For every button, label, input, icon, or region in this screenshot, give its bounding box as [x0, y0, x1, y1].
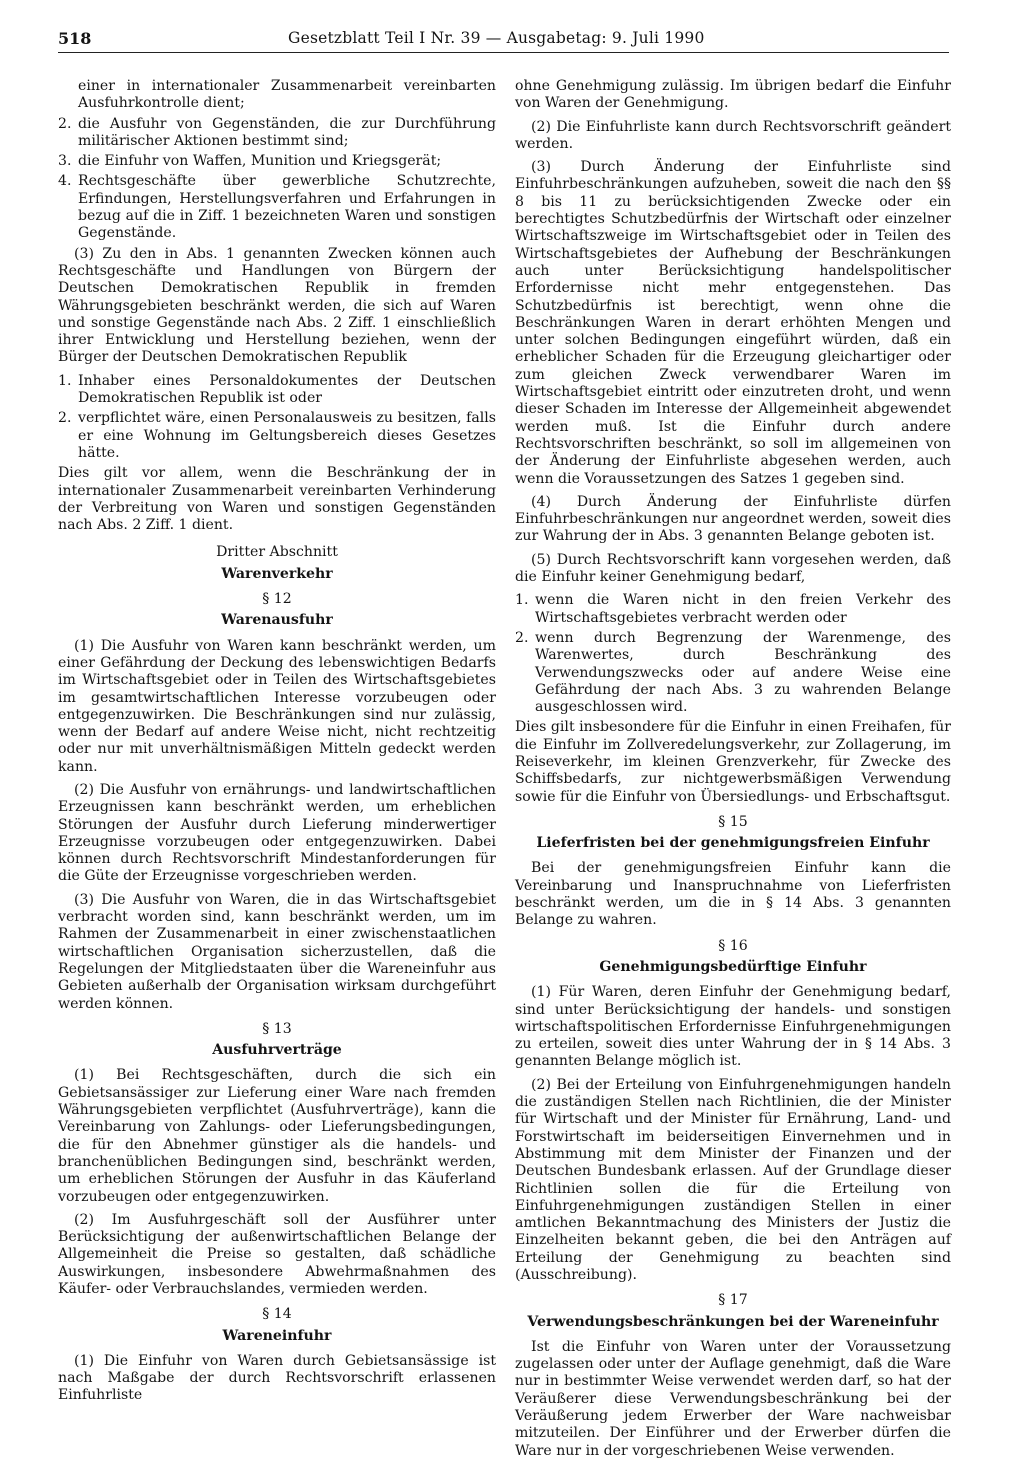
- list-marker: 2.: [58, 115, 72, 132]
- paragraph: (1) Bei Rechtsgeschäften, durch die sich ein Gebietsansässiger zur Lieferung einer Ware nach fremden Währungsgebieten verpflichtet (Ausfuhrverträge), kann die Vereinbarung von Zahlungs- oder Lieferungsbedingungen, die für den Abnehmer günstiger als die handels- und branchenüblichen Bedingungen sind, beschränkt werden, um erheblichen Störungen der Ausfuhr in das Käuferland vorzubeugen oder entgegenzuwirken.: [58, 1067, 496, 1205]
- section-number: § 15: [718, 813, 748, 830]
- paragraph: (1) Für Waren, deren Einfuhr der Genehmigung bedarf, sind unter Berücksichtigung der handels- und sonstigen wirtschaftspolitischen Erfordernisse Einfuhrgenehmigungen zu erteilen, soweit dies unter Wahrung der in § 14 Abs. 3 genannten Belange möglich ist.: [515, 984, 951, 1070]
- list-marker: 1.: [515, 592, 529, 609]
- list-marker: 2.: [58, 410, 72, 427]
- paragraph-continuation: Dies gilt insbesondere für die Einfuhr in einen Freihafen, für die Einfuhr im Zollveredelungsverkehr, zur Zollagerung, im Reiseverkehr, im kleinen Grenzverkehr, für Zwecke des Schiffsbedarfs, zur nichtgewerbsmäßigen Verwendung sowie für die Einfuhr von Übersiedlungs- und Erbschaftsgut.: [515, 719, 951, 805]
- part-title: Warenverkehr: [221, 565, 333, 582]
- paragraph: (3) Durch Änderung der Einfuhrliste sind Einfuhrbeschränkungen aufzuheben, soweit die nach den §§ 8 bis 11 zu berücksichtigenden Zwecke oder ein berechtigtes Schutzbedürfnis der Wirtschaft oder einzelner Wirtschaftszweige im Wirtschaftsgebiet oder in Teilen des Wirtschaftsgebietes der Aufhebung der Beschränkungen auch unter Berücksichtigung handelspolitischer Erfordernisse nicht mehr entgegenstehen. Das Schutzbedürfnis ist berechtigt, wenn ohne die Beschränkungen Waren in derart erhöhten Mengen und unter solchen Bedingungen eingeführt würden, daß ein erheblicher Schaden für die Erzeugung gleichartiger oder zum gleichen Zweck verwendbarer Waren im Wirtschaftsgebiet eintritt oder einzutreten droht, und wenn dieser Schaden im Interesse der Allgemeinheit abgewendet werden muß. Ist die Einfuhr durch andere Rechtsvorschriften beschränkt, so soll im allgemeinen von der Änderung der Einfuhrliste abgesehen werden, auch wenn die Voraussetzungen des Satzes 1 gegeben sind.: [515, 159, 951, 487]
- list-item: 2. verpflichtet wäre, einen Personalausweis zu besitzen, falls er eine Wohnung im Geltungsbereich dieses Gesetzes hätte.: [58, 410, 496, 461]
- list-item: 4. Rechtsgeschäfte über gewerbliche Schutzrechte, Erfindungen, Herstellungsverfahren und Erfahrungen in bezug auf die in Ziff. 1 bezeichneten Waren und sonstigen Gegenstände.: [58, 173, 496, 242]
- paragraph: (2) Bei der Erteilung von Einfuhrgenehmigungen handeln die zuständigen Stellen nach Richtlinien, die der Minister für Wirtschaft und der Minister für Ernährung, Land- und Forstwirtschaft im beiderseitigen Einvernehmen und in Abstimmung mit dem Minister der Finanzen und der Deutschen Bundesbank erlassen. Auf der Grundlage dieser Richtlinien sollen die für die Erteilung von Einfuhrgenehmigungen zuständigen Stellen in einer amtlichen Bekanntmachung des Ministers der Justiz die Einzelheiten bekannt geben, die bei den Anträgen auf Erteilung der Genehmigung zu beachten sind (Ausschreibung).: [515, 1076, 951, 1283]
- list-marker: 1.: [58, 372, 72, 389]
- paragraph: Ist die Einfuhr von Waren unter der Voraussetzung zugelassen oder unter der Auflage genehmigt, daß die Ware nur in bestimmter Weise verwendet werden darf, so hat der Veräußerer diese Verwendungsbeschränkung bei der Veräußerung jedem Erwerber der Ware nachweisbar mitzuteilen. Der Einführer und der Erwerber dürfen die Ware nur in der vorgeschriebenen Weise verwenden.: [515, 1338, 951, 1459]
- list-item: 1. wenn die Waren nicht in den freien Verkehr des Wirtschaftsgebietes verbracht werden oder: [515, 592, 951, 626]
- paragraph-continuation: Dies gilt vor allem, wenn die Beschränkung der in internationaler Zusammenarbeit vereinbarten Verhinderung der Verbreitung von Waren und sonstigen Gegenständen nach Abs. 2 Ziff. 1 dient.: [58, 465, 496, 534]
- section-number: § 17: [718, 1292, 748, 1309]
- list-marker: 4.: [58, 173, 72, 190]
- paragraph: (1) Die Ausfuhr von Waren kann beschränkt werden, um einer Gefährdung der Deckung des lebenswichtigen Bedarfs im Wirtschaftsgebiet oder in Teilen des Wirtschaftsgebietes im gesamtwirtschaftlichen Interesse vorzubeugen oder entgegenzuwirken. Die Beschränkungen sind nur zulässig, wenn der Bedarf auf andere Weise nicht, nicht rechtzeitig oder nur mit unverhältnismäßigen Mitteln gedeckt werden kann.: [58, 637, 496, 775]
- section-number: § 16: [718, 937, 748, 954]
- paragraph-continuation: ohne Genehmigung zulässig. Im übrigen bedarf die Einfuhr von Waren der Genehmigung.: [515, 78, 951, 112]
- paragraph: (3) Die Ausfuhr von Waren, die in das Wirtschaftsgebiet verbracht worden sind, kann beschränkt werden, um im Rahmen der Zusammenarbeit in einer zwischenstaatlichen wirtschaftlichen Organisation sicherzustellen, daß die Regelungen der Mitgliedstaaten über die Wareneinfuhr aus Gebieten außerhalb der Organisation wirksam durchgeführt werden können.: [58, 891, 496, 1012]
- right-column: [515, 78, 951, 1466]
- list-marker: 2.: [515, 629, 529, 646]
- section-title: Lieferfristen bei der genehmigungsfreien Einfuhr: [536, 835, 930, 852]
- section-title: Warenausfuhr: [221, 612, 333, 629]
- left-column: [58, 78, 496, 1411]
- paragraph: (2) Im Ausfuhrgeschäft soll der Ausführer unter Berücksichtigung der außenwirtschaftlichen Belange der Allgemeinheit die Preise so gestalten, daß schädliche Auswirkungen, insbesondere Abwehrmaßnahmen des Käufer- oder Verbrauchslandes, vermieden werden.: [58, 1211, 496, 1297]
- page-header: [58, 30, 949, 53]
- paragraph: (5) Durch Rechtsvorschrift kann vorgesehen werden, daß die Einfuhr keiner Genehmigung bedarf,: [515, 551, 951, 586]
- paragraph: Bei der genehmigungsfreien Einfuhr kann die Vereinbarung und Inanspruchnahme von Lieferfristen beschränkt werden, um die in § 14 Abs. 3 genannten Belange zu wahren.: [515, 860, 951, 929]
- section-number: § 12: [262, 591, 292, 608]
- paragraph: (4) Durch Änderung der Einfuhrliste dürfen Einfuhrbeschränkungen nur angeordnet werden, soweit dies zur Wahrung der in Abs. 3 genannten Belange geboten ist.: [515, 493, 951, 545]
- section-number: § 14: [262, 1306, 292, 1323]
- section-number: § 13: [262, 1020, 292, 1037]
- paragraph-abs3: (3) Zu den in Abs. 1 genannten Zwecken können auch Rechtsgeschäfte und Handlungen von Bürgern der Deutschen Demokratischen Republik in fremden Währungsgebieten beschränkt werden, die sich auf Waren und sonstige Gegenstände nach Abs. 2 Ziff. 1 einschließlich ihrer Entwicklung und Herstellung beziehen, wenn der Bürger der Deutschen Demokratischen Republik: [58, 245, 496, 366]
- part-heading: Dritter Abschnitt: [216, 544, 338, 561]
- section-title: Genehmigungsbedürftige Einfuhr: [599, 958, 867, 975]
- list-item: 3. die Einfuhr von Waffen, Munition und Kriegsgerät;: [58, 153, 442, 170]
- gazette-title: Gesetzblatt Teil I Nr. 39 — Ausgabetag: 9. Juli 1990: [288, 29, 705, 47]
- section-title: Wareneinfuhr: [222, 1327, 332, 1344]
- list-marker: 3.: [58, 153, 72, 170]
- paragraph: (2) Die Ausfuhr von ernährungs- und landwirtschaftlichen Erzeugnissen kann beschränkt werden, um erheblichen Störungen der Ausfuhr durch Lieferung minderwertiger Erzeugnisse vorzubeugen oder entgegenzuwirken. Dabei können durch Rechtsvorschrift Mindestanforderungen für die Güte der Erzeugnisse vorgeschrieben werden.: [58, 781, 496, 885]
- list-item: 1. Inhaber eines Personaldokumentes der Deutschen Demokratischen Republik ist oder: [58, 372, 496, 407]
- paragraph: (2) Die Einfuhrliste kann durch Rechtsvorschrift geändert werden.: [515, 118, 951, 152]
- list-item: 2. wenn durch Begrenzung der Warenmenge, des Warenwertes, durch Beschränkung des Verwendungszwecks oder auf andere Weise eine Gefährdung der nach Abs. 3 zu wahrenden Belange ausgeschlossen wird.: [515, 629, 951, 716]
- paragraph: (1) Die Einfuhr von Waren durch Gebietsansässige ist nach Maßgabe der durch Rechtsvorschrift erlassenen Einfuhrliste: [58, 1352, 496, 1404]
- list-item: 2. die Ausfuhr von Gegenständen, die zur Durchführung militärischer Aktionen bestimmt sind;: [58, 115, 496, 149]
- page-number: 518: [58, 29, 92, 48]
- list-item-continuation: einer in internationaler Zusammenarbeit vereinbarten Ausfuhrkontrolle dient;: [78, 78, 496, 112]
- section-title: Ausfuhrverträge: [212, 1042, 342, 1059]
- section-title: Verwendungsbeschränkungen bei der Wareneinfuhr: [527, 1313, 939, 1330]
